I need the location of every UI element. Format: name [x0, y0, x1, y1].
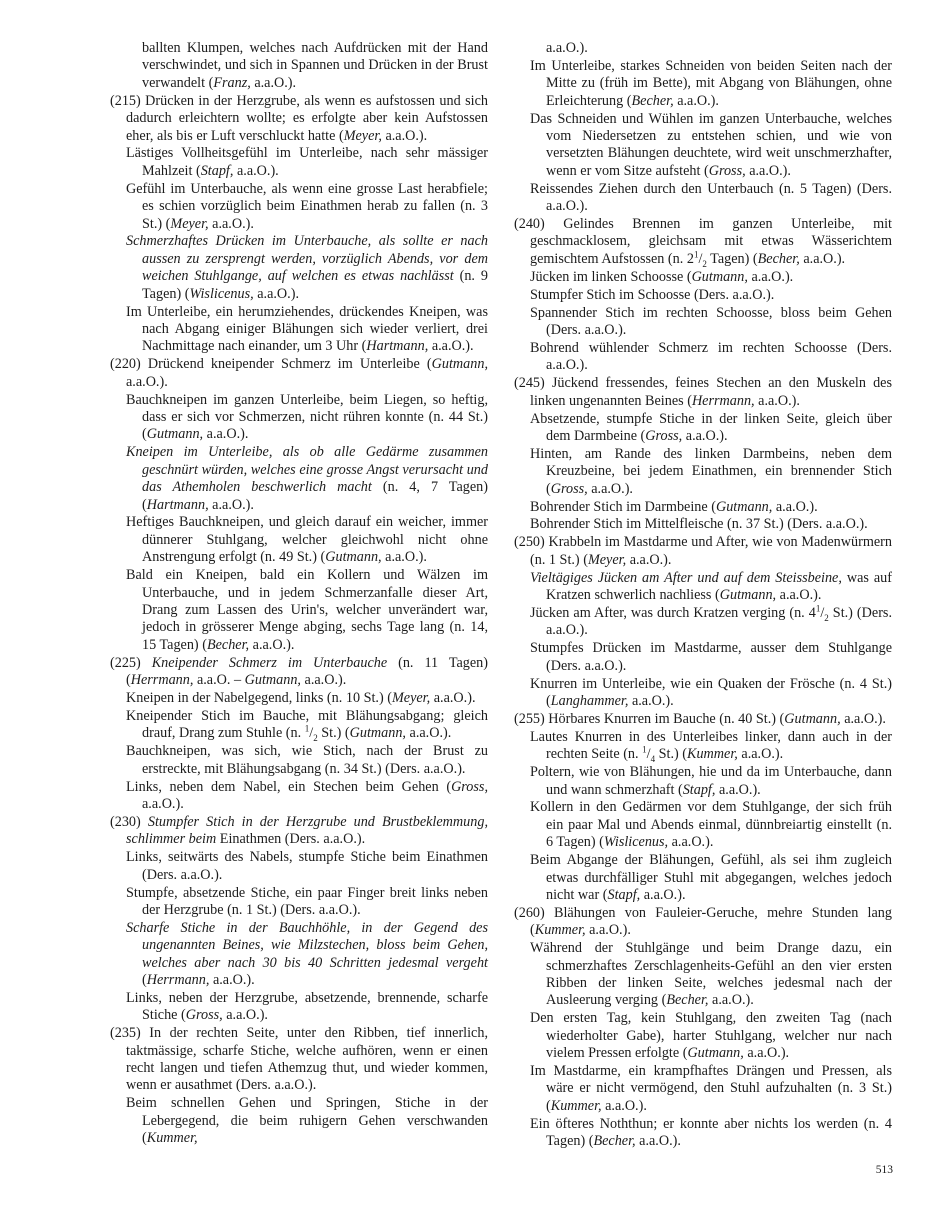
symptom-entry: Scharfe Stiche in der Bauchhöhle, in der Gegend des ungenannten Beines, wie Milzstechen, bloss beim Gehen, welches aber nach 30 bis 40 Schritten jedesmal vergeht (Herrmann, a.a.O.). [126, 919, 488, 989]
symptom-entry: Im Unterleibe, ein herumziehendes, drückendes Kneipen, was nach Abgang einiger Blähungen sich wieder verliert, drei Nachmittage nach einander, um 3 Uhr (Hartmann, a.a.O.). [126, 303, 488, 355]
left-column [110, 40, 488, 1148]
symptom-entry: Lästiges Vollheitsgefühl im Unterleibe, nach sehr mässiger Mahlzeit (Stapf, a.a.O.). [126, 145, 488, 179]
symptom-entry: Hinten, am Rande des linken Darmbeins, neben dem Kreuzbeine, bei jedem Einathmen, ein brennender Stich (Gross, a.a.O.). [530, 445, 892, 497]
symptom-entry: Vieltägiges Jücken am After und auf dem Steissbeine, was auf Kratzen schwerlich nachliess (Gutmann, a.a.O.). [530, 569, 892, 604]
symptom-entry: Knurren im Unterleibe, wie ein Quaken der Frösche (n. 4 St.) (Langhammer, a.a.O.). [530, 675, 892, 710]
symptom-entry: Bauchkneipen, was sich, wie Stich, nach der Brust zu erstreckte, mit Blähungsabgang (n. 34 St.) (Ders. a.a.O.). [126, 743, 488, 777]
symptom-entry: Das Schneiden und Wühlen im ganzen Unterbauche, welches vom Niedersetzen zu entstehen schien, und wie von versetzten Blähungen deuchtete, wird weit unschmerzhafter, wenn er vom Sitze aufsteht (Gross, a.a.O.). [530, 110, 892, 179]
symptom-entry: Bohrender Stich im Darmbeine (Gutmann, a.a.O.). [530, 498, 818, 515]
symptom-entry: Links, neben dem Nabel, ein Stechen beim Gehen (Gross, a.a.O.). [126, 778, 488, 812]
symptom-entry: Poltern, wie von Blähungen, hie und da im Unterbauche, dann und wann schmerzhaft (Stapf, a.a.O.). [530, 764, 892, 798]
symptom-entry: Bauchkneipen im ganzen Unterleibe, beim Liegen, so heftig, dass er sich vor Schmerzen, nicht rühren konnte (n. 44 St.) (Gutmann, a.a.O.). [126, 391, 488, 443]
symptom-entry: Gefühl im Unterbauche, als wenn eine grosse Last herabfiele; es schien vorzüglich beim Einathmen herab zu fallen (n. 3 St.) (Meyer, a.a.O.). [126, 180, 488, 232]
symptom-entry: Im Mastdarme, ein krampfhaftes Drängen und Pressen, als wäre er nicht vermögend, den Stuhl aufzuhalten (n. 3 St.) (Kummer, a.a.O.). [530, 1063, 892, 1114]
symptom-entry: Lautes Knurren in des Unterleibes linker, dann auch in der rechten Seite (n. $^1/_4$ St.) (Kummer, a.a.O.). [530, 728, 892, 765]
symptom-entry: Absetzende, stumpfe Stiche in der linken Seite, gleich über dem Darmbeine (Gross, a.a.O.). [530, 410, 892, 444]
symptom-entry-numbered: (245) Jückend fressendes, feines Stechen an den Muskeln des linken ungenannten Beines (Herrmann, a.a.O.). [514, 375, 892, 409]
symptom-entry: Bald ein Kneipen, bald ein Kollern und Wälzen im Unterbauche, und in jedem Schmerzanfalle dieser Art, Drang zum Lassen des Urin's, welcher unverändert war, jedoch in grösserer Menge abging, sechs Tage lang (n. 14, 15 Tagen) (Becher, a.a.O.). [126, 567, 488, 653]
symptom-entry: Während der Stuhlgänge und beim Drange dazu, ein schmerzhaftes Zerschlagenheits-Gefühl an den vier ersten Ribben der linken Seite, welches jedesmal nach der Ausleerung verging (Becher, a.a.O.). [530, 940, 892, 1009]
symptom-entry: Im Unterleibe, starkes Schneiden von beiden Seiten nach der Mitte zu (früh im Bette), mit Abgang von Blähungen, ohne Erleichterung (Becher, a.a.O.). [530, 57, 892, 109]
symptom-entry-numbered: (250) Krabbeln im Mastdarme und After, wie von Madenwürmern (n. 1 St.) (Meyer, a.a.O.). [514, 534, 892, 568]
symptom-entry: Bohrender Stich im Mittelfleische (n. 37 St.) (Ders. a.a.O.). [530, 516, 868, 533]
symptom-entry: Schmerzhaftes Drücken im Unterbauche, als sollte er nach aussen zu zersprengt werden, vorzüglich Abends, vor dem weichen Stuhlgange, auf welchen es etwas nachlässt (n. 9 Tagen) (Wislicenus, a.a.O.). [126, 233, 488, 302]
symptom-entry: Jücken im linken Schoosse (Gutmann, a.a.O.). [530, 268, 794, 285]
symptom-entry: Ein öfteres Noththun; er konnte aber nichts los werden (n. 4 Tagen) (Becher, a.a.O.). [530, 1115, 892, 1150]
symptom-entry: Kollern in den Gedärmen vor dem Stuhlgange, der sich früh ein paar Mal und Abends einmal, dünnbreiartig einstellt (n. 6 Tagen) (Wislicenus, a.a.O.). [530, 799, 892, 851]
symptom-entry: Stumpfe, absetzende Stiche, ein paar Finger breit links neben der Herzgrube (n. 1 St.) (Ders. a.a.O.). [126, 884, 488, 918]
symptom-entry-numbered: (255) Hörbares Knurren im Bauche (n. 40 St.) (Gutmann, a.a.O.). [514, 710, 886, 727]
symptom-entry: Bohrend wühlender Schmerz im rechten Schoosse (Ders. a.a.O.). [530, 339, 892, 374]
symptom-entry: Beim Abgange der Blähungen, Gefühl, als sei ihm zugleich etwas durchfälliger Stuhl mit abgegangen, welches jedoch nicht war (Stapf, a.a.O.). [530, 852, 892, 903]
symptom-entry: Links, seitwärts des Nabels, stumpfe Stiche beim Einathmen (Ders. a.a.O.). [126, 849, 488, 883]
symptom-entry-numbered: (230) Stumpfer Stich in der Herzgrube und Brustbeklemmung, schlimmer beim Einathmen (Ders. a.a.O.). [110, 813, 488, 848]
symptom-entry: a.a.O.). [546, 40, 588, 56]
page-number: 513 [875, 1164, 893, 1176]
right-column [514, 40, 892, 1151]
symptom-entry: Beim schnellen Gehen und Springen, Stiche in der Lebergegend, die beim ruhigern Gehen verschwanden (Kummer, [126, 1095, 488, 1147]
symptom-entry: Kneipen im Unterleibe, als ob alle Gedärme zusammen geschnürt würden, welches eine grosse Angst verursacht und das Athemholen beschwerlich macht (n. 4, 7 Tagen) (Hartmann, a.a.O.). [126, 444, 488, 513]
symptom-entry: Stumpfer Stich im Schoosse (Ders. a.a.O.). [530, 286, 775, 303]
symptom-entry: Spannender Stich im rechten Schoosse, bloss beim Gehen (Ders. a.a.O.). [530, 304, 892, 338]
symptom-entry: Links, neben der Herzgrube, absetzende, brennende, scharfe Stiche (Gross, a.a.O.). [126, 989, 488, 1024]
symptom-entry: Heftiges Bauchkneipen, und gleich darauf ein weicher, immer dünnerer Stuhlgang, welcher gleichwohl nicht ohne Anstrengung erfolgt (n. 49 St.) (Gutmann, a.a.O.). [126, 514, 488, 566]
symptom-entry: ballten Klumpen, welches nach Aufdrücken mit der Hand verschwindet, und sich in Spannen und Drücken in der Brust verwandelt (Franz, a.a.O.). [142, 40, 488, 91]
symptom-entry: Kneipen in der Nabelgegend, links (n. 10 St.) (Meyer, a.a.O.). [126, 690, 476, 707]
symptom-entry: Den ersten Tag, kein Stuhlgang, den zweiten Tag (nach wiederholter Gabe), harter Stuhlgang, welcher nur nach vielem Pressen erfolgte (Gutmann, a.a.O.). [530, 1010, 892, 1062]
symptom-entry: Kneipender Stich im Bauche, mit Blähungsabgang; gleich drauf, Drang zum Stuhle (n. $^1/_2$ St.) (Gutmann, a.a.O.). [126, 707, 488, 744]
symptom-entry: Reissendes Ziehen durch den Unterbauch (n. 5 Tagen) (Ders. a.a.O.). [530, 180, 892, 215]
symptom-entry-numbered: (260) Blähungen von Fauleier-Geruche, mehre Stunden lang (Kummer, a.a.O.). [514, 904, 892, 939]
symptom-entry-numbered: (225) Kneipender Schmerz im Unterbauche (n. 11 Tagen) (Herrmann, a.a.O. – Gutmann, a.a.O.). [110, 654, 488, 689]
symptom-entry: Jücken am After, was durch Kratzen verging (n. $4^1/_2$ St.) (Ders. a.a.O.). [530, 603, 892, 639]
symptom-entry-numbered: (215) Drücken in der Herzgrube, als wenn es aufstossen und sich dadurch erleichtern wollte; es erfolgte aber kein Aufstossen eher, als bis er Luft verschluckt hatte (Meyer, a.a.O.). [110, 92, 488, 144]
symptom-entry: Stumpfes Drücken im Mastdarme, ausser dem Stuhlgange (Ders. a.a.O.). [530, 640, 892, 674]
symptom-entry-numbered: (240) Gelindes Brennen im ganzen Unterleibe, mit geschmacklosem, gleichsam mit etwas Wässerichtem gemischtem Aufstossen (n. $2^1/_2$ Tagen) (Becher, a.a.O.). [514, 216, 892, 269]
symptom-entry-numbered: (220) Drückend kneipender Schmerz im Unterleibe (Gutmann, a.a.O.). [110, 356, 488, 390]
symptom-entry-numbered: (235) In der rechten Seite, unter den Ribben, tief innerlich, taktmässige, scharfe Stiche, welche aufhören, wenn er einen recht langen und tiefen Athemzug thut, und wieder kommen, wenn er ausathmet (Ders. a.a.O.). [110, 1025, 488, 1094]
